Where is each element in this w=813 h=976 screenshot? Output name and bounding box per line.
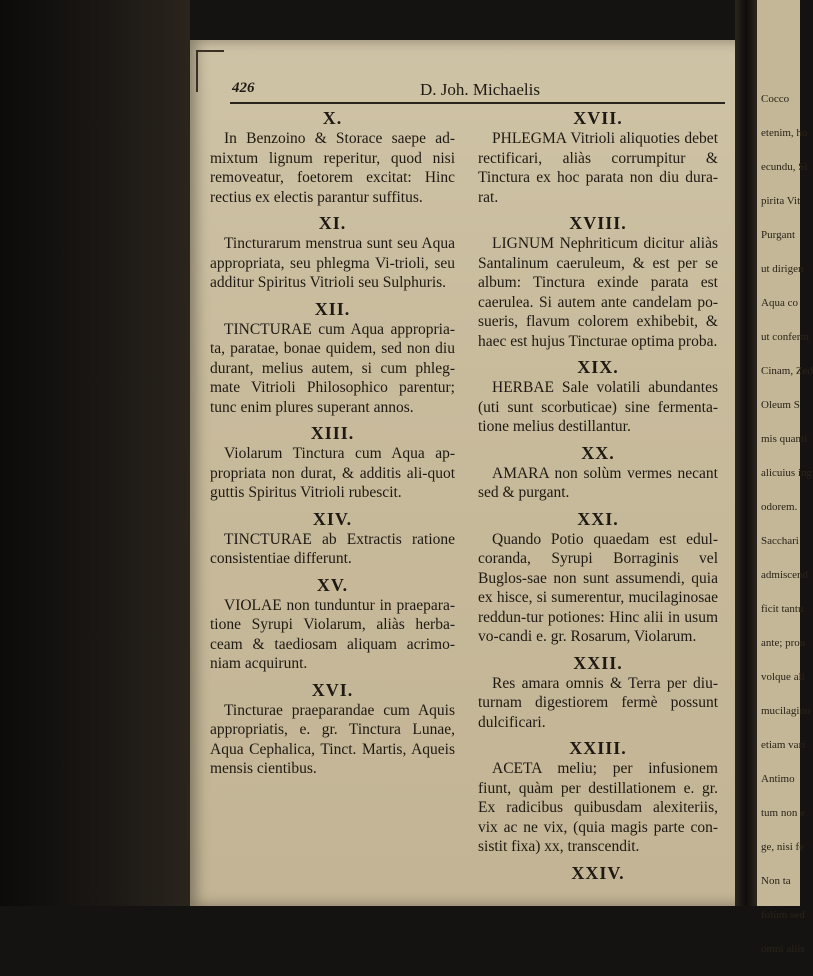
aphorism-section bbox=[210, 299, 455, 418]
aphorism-section bbox=[210, 575, 455, 674]
section-number: XVI. bbox=[311, 679, 354, 700]
section-number: X. bbox=[322, 108, 343, 128]
fragment-line: volque ali bbox=[761, 671, 805, 683]
section-number: XXIII. bbox=[569, 738, 627, 758]
section-number: XXII. bbox=[573, 652, 623, 673]
fragment-line: Aqua co bbox=[761, 297, 798, 309]
adjacent-page-fragments bbox=[761, 92, 813, 976]
page-corner-ornament bbox=[196, 50, 224, 92]
section-number: XIII. bbox=[310, 423, 355, 443]
section-number: XXIV. bbox=[571, 862, 625, 883]
fragment-line: folùm sed bbox=[761, 909, 805, 921]
right-column bbox=[478, 106, 718, 889]
section-text: TINCTURAE ab Extractis ratione consistentiae differunt. bbox=[210, 530, 455, 567]
section-text: LIGNUM Nephriticum dicitur aliàs Santalinum caeruleum, & est per se album: Tinctura exinde parata est caerulea. Si autem ante candelam po-sueris, flavum colorem exhibebit, & haec est hujus Tincturae optima proba. bbox=[478, 235, 718, 350]
section-number: XVII. bbox=[573, 108, 623, 128]
aphorism-section bbox=[478, 863, 718, 883]
header-rule bbox=[230, 102, 725, 104]
fragment-line: alicuius ing bbox=[761, 467, 813, 479]
aphorism-section bbox=[478, 653, 718, 733]
fragment-line: ante; prou bbox=[761, 637, 806, 649]
aphorism-section bbox=[210, 509, 455, 569]
section-number: XV. bbox=[316, 574, 349, 595]
book-gutter bbox=[735, 0, 757, 906]
section-number: XX. bbox=[581, 442, 615, 463]
section-text: VIOLAE non tunduntur in praepara-tione Syrupi Violarum, aliàs herba-ceam & taediosam aliquam acrimo-niam acquirunt. bbox=[210, 596, 455, 672]
adjacent-page-edge bbox=[757, 0, 813, 955]
section-text: TINCTURAE cum Aqua appropria-ta, paratae, bonae quidem, sed non diu durant, melius autem, si cum phleg-mate Vitrioli Philosophico parentur; tunc enim plures superant annos. bbox=[210, 320, 455, 416]
fragment-line: ut dirigen bbox=[761, 263, 804, 275]
section-text: AMARA non solùm vermes necant sed & purgant. bbox=[478, 464, 718, 501]
fragment-line: ficit tantu bbox=[761, 603, 804, 615]
fragment-line: Cocco bbox=[761, 93, 790, 105]
aphorism-section bbox=[478, 357, 718, 437]
fragment-line: ecundu, Si bbox=[761, 161, 808, 173]
aphorism-section bbox=[210, 423, 455, 503]
section-text: Violarum Tinctura cum Aqua ap-propriata non durat, & additis ali-quot guttis Spiritus Vitrioli rubescit. bbox=[210, 445, 455, 501]
section-text: Tincturarum menstrua sunt seu Aqua appropriata, seu phlegma Vi-trioli, seu additur Spiritus Vitrioli seu Sulphuris. bbox=[210, 235, 455, 291]
fragment-line: Purgant bbox=[761, 229, 796, 241]
fragment-line: mis quanti bbox=[761, 433, 808, 445]
section-text: Res amara omnis & Terra per diu-turnam digestiorem fermè possunt dulcificari. bbox=[478, 674, 718, 731]
book-page bbox=[190, 40, 745, 906]
section-text: HERBAE Sale volatili abundantes (uti sunt scorbuticae) sine fermenta-tione melius destillantur. bbox=[478, 379, 718, 435]
fragment-line: ut conferm bbox=[761, 331, 809, 343]
section-number: XII. bbox=[314, 298, 351, 319]
running-header-author: D. Joh. Michaelis bbox=[420, 80, 540, 99]
fragment-line: Cinam, Zed bbox=[761, 365, 813, 377]
section-text: PHLEGMA Vitrioli aliquoties debet rectificari, aliàs corrumpitur & Tinctura ex hoc parata non diu dura-rat. bbox=[478, 130, 718, 206]
aphorism-section bbox=[478, 108, 718, 207]
section-text: ACETA meliu; per infusionem fiunt, quàm per destillationem e. gr. Ex radicibus quibusdam alexiteriis, vix ac ne vix, (quia magis parte con-sistit fixa) xx, transcendit. bbox=[478, 760, 718, 855]
page-number: 426 bbox=[232, 80, 255, 96]
section-number: XIV. bbox=[312, 508, 353, 529]
fragment-line: omni aliis bbox=[761, 943, 805, 955]
left-column bbox=[210, 106, 455, 785]
aphorism-section bbox=[210, 213, 455, 293]
aphorism-section bbox=[210, 680, 455, 779]
fragment-line: Non ta bbox=[761, 875, 791, 887]
fragment-line: etenim, ho bbox=[761, 127, 808, 139]
aphorism-section bbox=[478, 738, 718, 857]
section-number: XVIII. bbox=[569, 213, 627, 233]
aphorism-section bbox=[478, 213, 718, 351]
aphorism-section bbox=[478, 509, 718, 647]
aphorism-section bbox=[478, 443, 718, 503]
fragment-line: tum non e bbox=[761, 807, 805, 819]
section-number: XI. bbox=[318, 213, 347, 233]
section-text: Tincturae praeparandae cum Aquis appropriatis, e. gr. Tinctura Lunae, Aqua Cephalica, Tinct. Martis, Aqueis mensis cientibus. bbox=[210, 701, 455, 777]
fragment-line: Oleum S bbox=[761, 399, 800, 411]
fragment-line: odorem. bbox=[761, 501, 798, 513]
fragment-line: mucilagino bbox=[761, 705, 811, 717]
aphorism-section bbox=[210, 108, 455, 207]
dark-background-left bbox=[0, 0, 190, 906]
fragment-line: etiam vari bbox=[761, 739, 806, 751]
fragment-line: admiscend bbox=[761, 569, 809, 581]
section-text: In Benzoino & Storace saepe ad-mixtum lignum reperitur, quod nisi removeatur, foetorem excitat: Hinc rectius ex electis parantur suffitus. bbox=[210, 130, 455, 206]
fragment-line: pirita Vit bbox=[761, 195, 801, 207]
fragment-line: Antimo bbox=[761, 773, 795, 785]
fragment-line: ge, nisi fe bbox=[761, 841, 805, 853]
section-text: Quando Potio quaedam est edul-coranda, Syrupi Borraginis vel Buglos-sae non sunt assumendi, quia ex hisce, si sumerentur, mucilaginosae reddun-tur potiones: Hinc alii in usum vo-candi e. gr. Rosarum, Violarum. bbox=[478, 530, 718, 645]
section-number: XXI. bbox=[577, 508, 619, 529]
section-number: XIX. bbox=[577, 357, 619, 377]
fragment-line: Sacchari bbox=[761, 535, 799, 547]
